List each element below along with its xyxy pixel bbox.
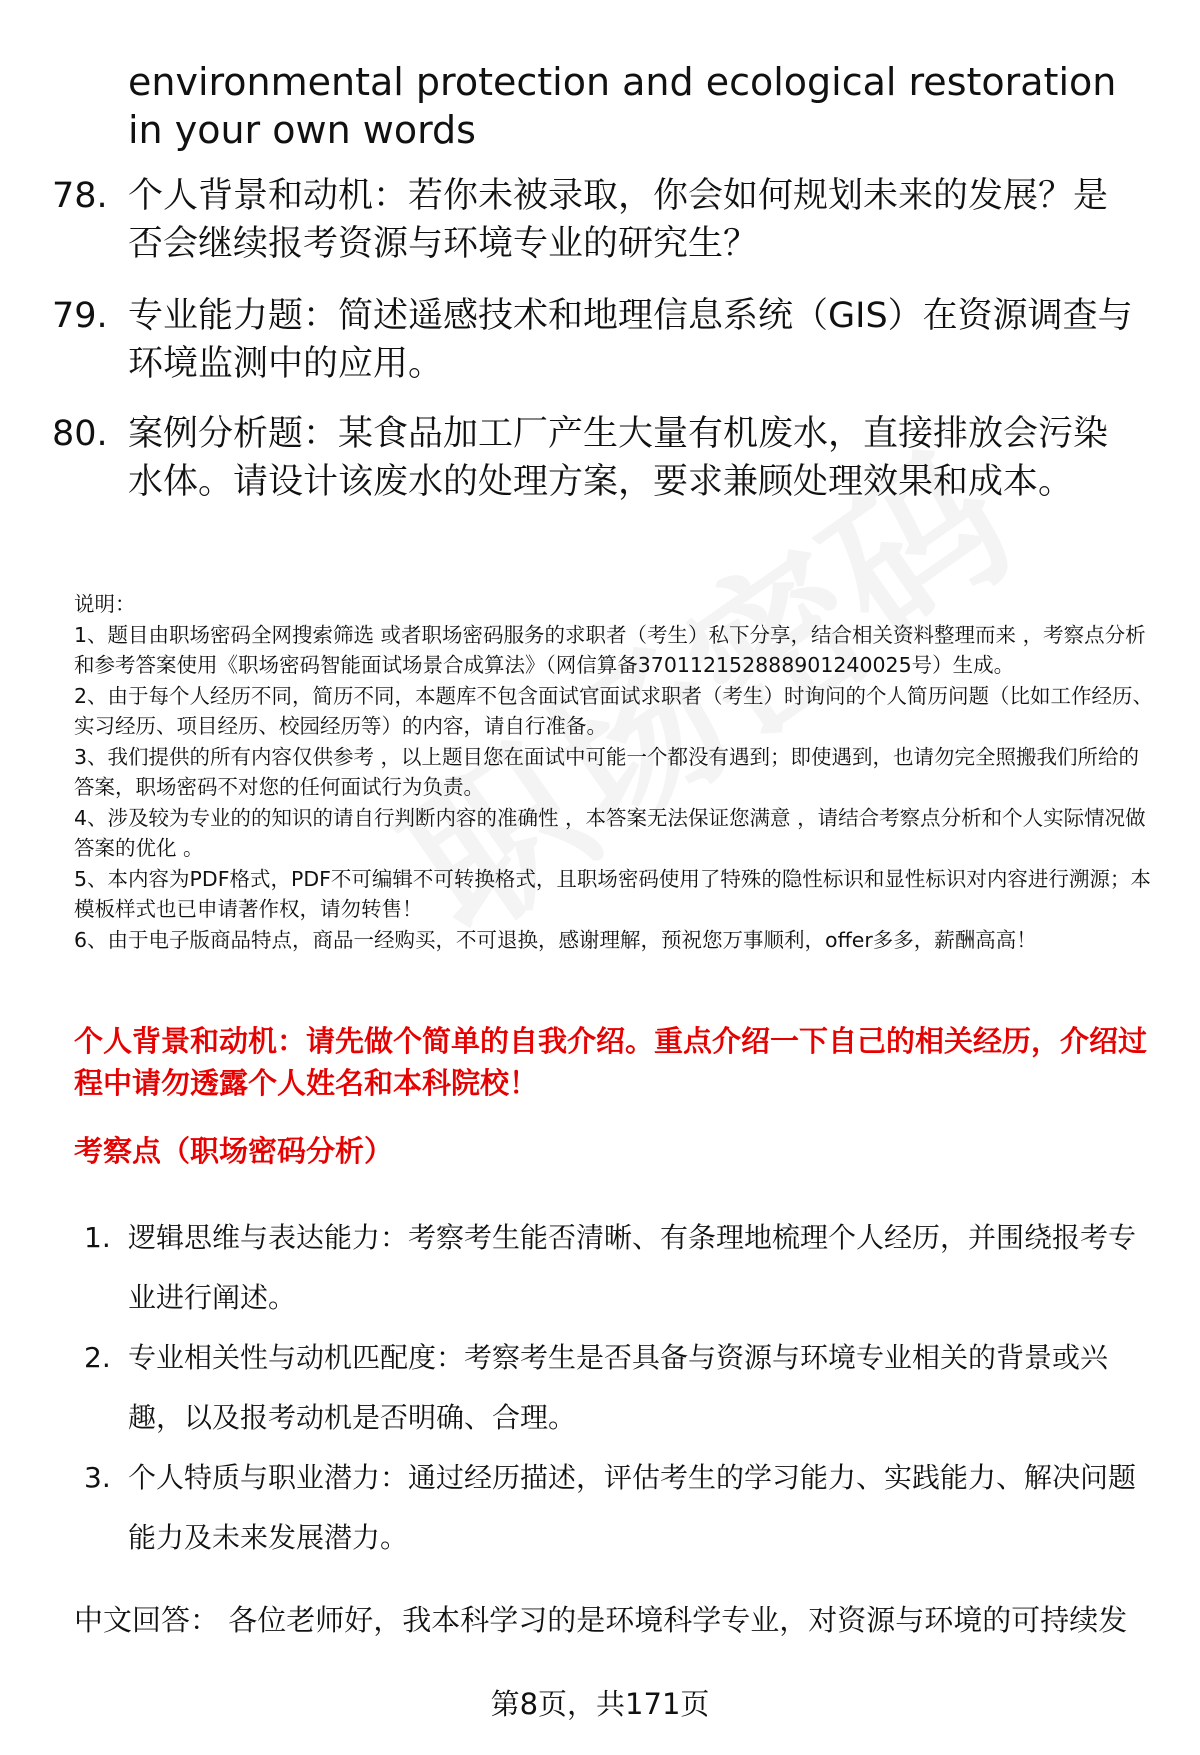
current-question-heading: 个人背景和动机：请先做个简单的自我介绍。重点介绍一下自己的相关经历，介绍过程中请勿透露个人姓名和本科院校！ [74, 1024, 1148, 1100]
question-text: 专业能力题：简述遥感技术和地理信息系统（GIS）在资源调查与环境监测中的应用。 [128, 296, 1133, 384]
analysis-point [84, 1208, 1154, 1328]
question-80 [52, 410, 1142, 506]
chinese-answer: 中文回答： 各位老师好，我本科学习的是环境科学专业，对资源与环境的可持续发 [74, 1603, 1128, 1637]
note-item: 5、本内容为PDF格式，PDF不可编辑不可转换格式，且职场密码使用了特殊的隐性标识和显性标识对内容进行溯源；本模板样式也已申请著作权，请勿转售！ [74, 866, 1151, 921]
note-item: 2、由于每个人经历不同，简历不同，本题库不包含面试官面试求职者（考生）时询问的个人简历问题（比如工作经历、实习经历、项目经历、校园经历等）的内容，请自行准备。 [74, 683, 1154, 738]
question-number: 80. [52, 414, 108, 454]
analysis-heading: 考察点（职场密码分析） [74, 1134, 394, 1168]
point-number: 3. [84, 1461, 111, 1494]
question-number: 78. [52, 176, 108, 216]
question-number: 79. [52, 296, 108, 336]
previous-question-continuation: environmental protection and ecological restoration in your own words [128, 60, 1117, 152]
question-79 [52, 292, 1142, 388]
question-text: 个人背景和动机：若你未被录取，你会如何规划未来的发展？是否会继续报考资源与环境专业的研究生？ [128, 176, 1109, 264]
question-text: 案例分析题：某食品加工厂产生大量有机废水，直接排放会污染水体。请设计该废水的处理方案，要求兼顾处理效果和成本。 [128, 414, 1109, 502]
question-78 [52, 172, 1142, 268]
note-item: 4、涉及较为专业的的知识的请自行判断内容的准确性 ，本答案无法保证您满意 ，请结合考察点分析和个人实际情况做答案的优化 。 [74, 805, 1146, 860]
notes-title: 说明： [74, 592, 136, 616]
point-text: 个人特质与职业潜力：通过经历描述，评估考生的学习能力、实践能力、解决问题能力及未来发展潜力。 [128, 1461, 1137, 1554]
analysis-point [84, 1448, 1154, 1568]
point-text: 专业相关性与动机匹配度：考察考生是否具备与资源与环境专业相关的背景或兴趣，以及报考动机是否明确、合理。 [128, 1341, 1109, 1434]
page-footer: 第8页，共171页 [490, 1687, 710, 1721]
analysis-point [84, 1328, 1154, 1448]
analysis-points [84, 1208, 1154, 1568]
note-item: 6、由于电子版商品特点，商品一经购买，不可退换，感谢理解，预祝您万事顺利，offer多多，薪酬高高！ [74, 927, 1037, 952]
note-item: 3、我们提供的所有内容仅供参考 ，以上题目您在面试中可能一个都没有遇到；即使遇到，也请勿完全照搬我们所给的答案，职场密码不对您的任何面试行为负责。 [74, 744, 1140, 799]
point-text: 逻辑思维与表达能力：考察考生能否清晰、有条理地梳理个人经历，并围绕报考专业进行阐述。 [128, 1221, 1137, 1314]
note-item: 1、题目由职场密码全网搜索筛选 或者职场密码服务的求职者（考生）私下分享，结合相关资料整理而来 ，考察点分析和参考答案使用《职场密码智能面试场景合成算法》（网信算备370112152888901240025号）生成。 [74, 622, 1146, 677]
notes-section [74, 589, 1154, 955]
point-number: 1. [84, 1221, 111, 1254]
point-number: 2. [84, 1341, 111, 1374]
